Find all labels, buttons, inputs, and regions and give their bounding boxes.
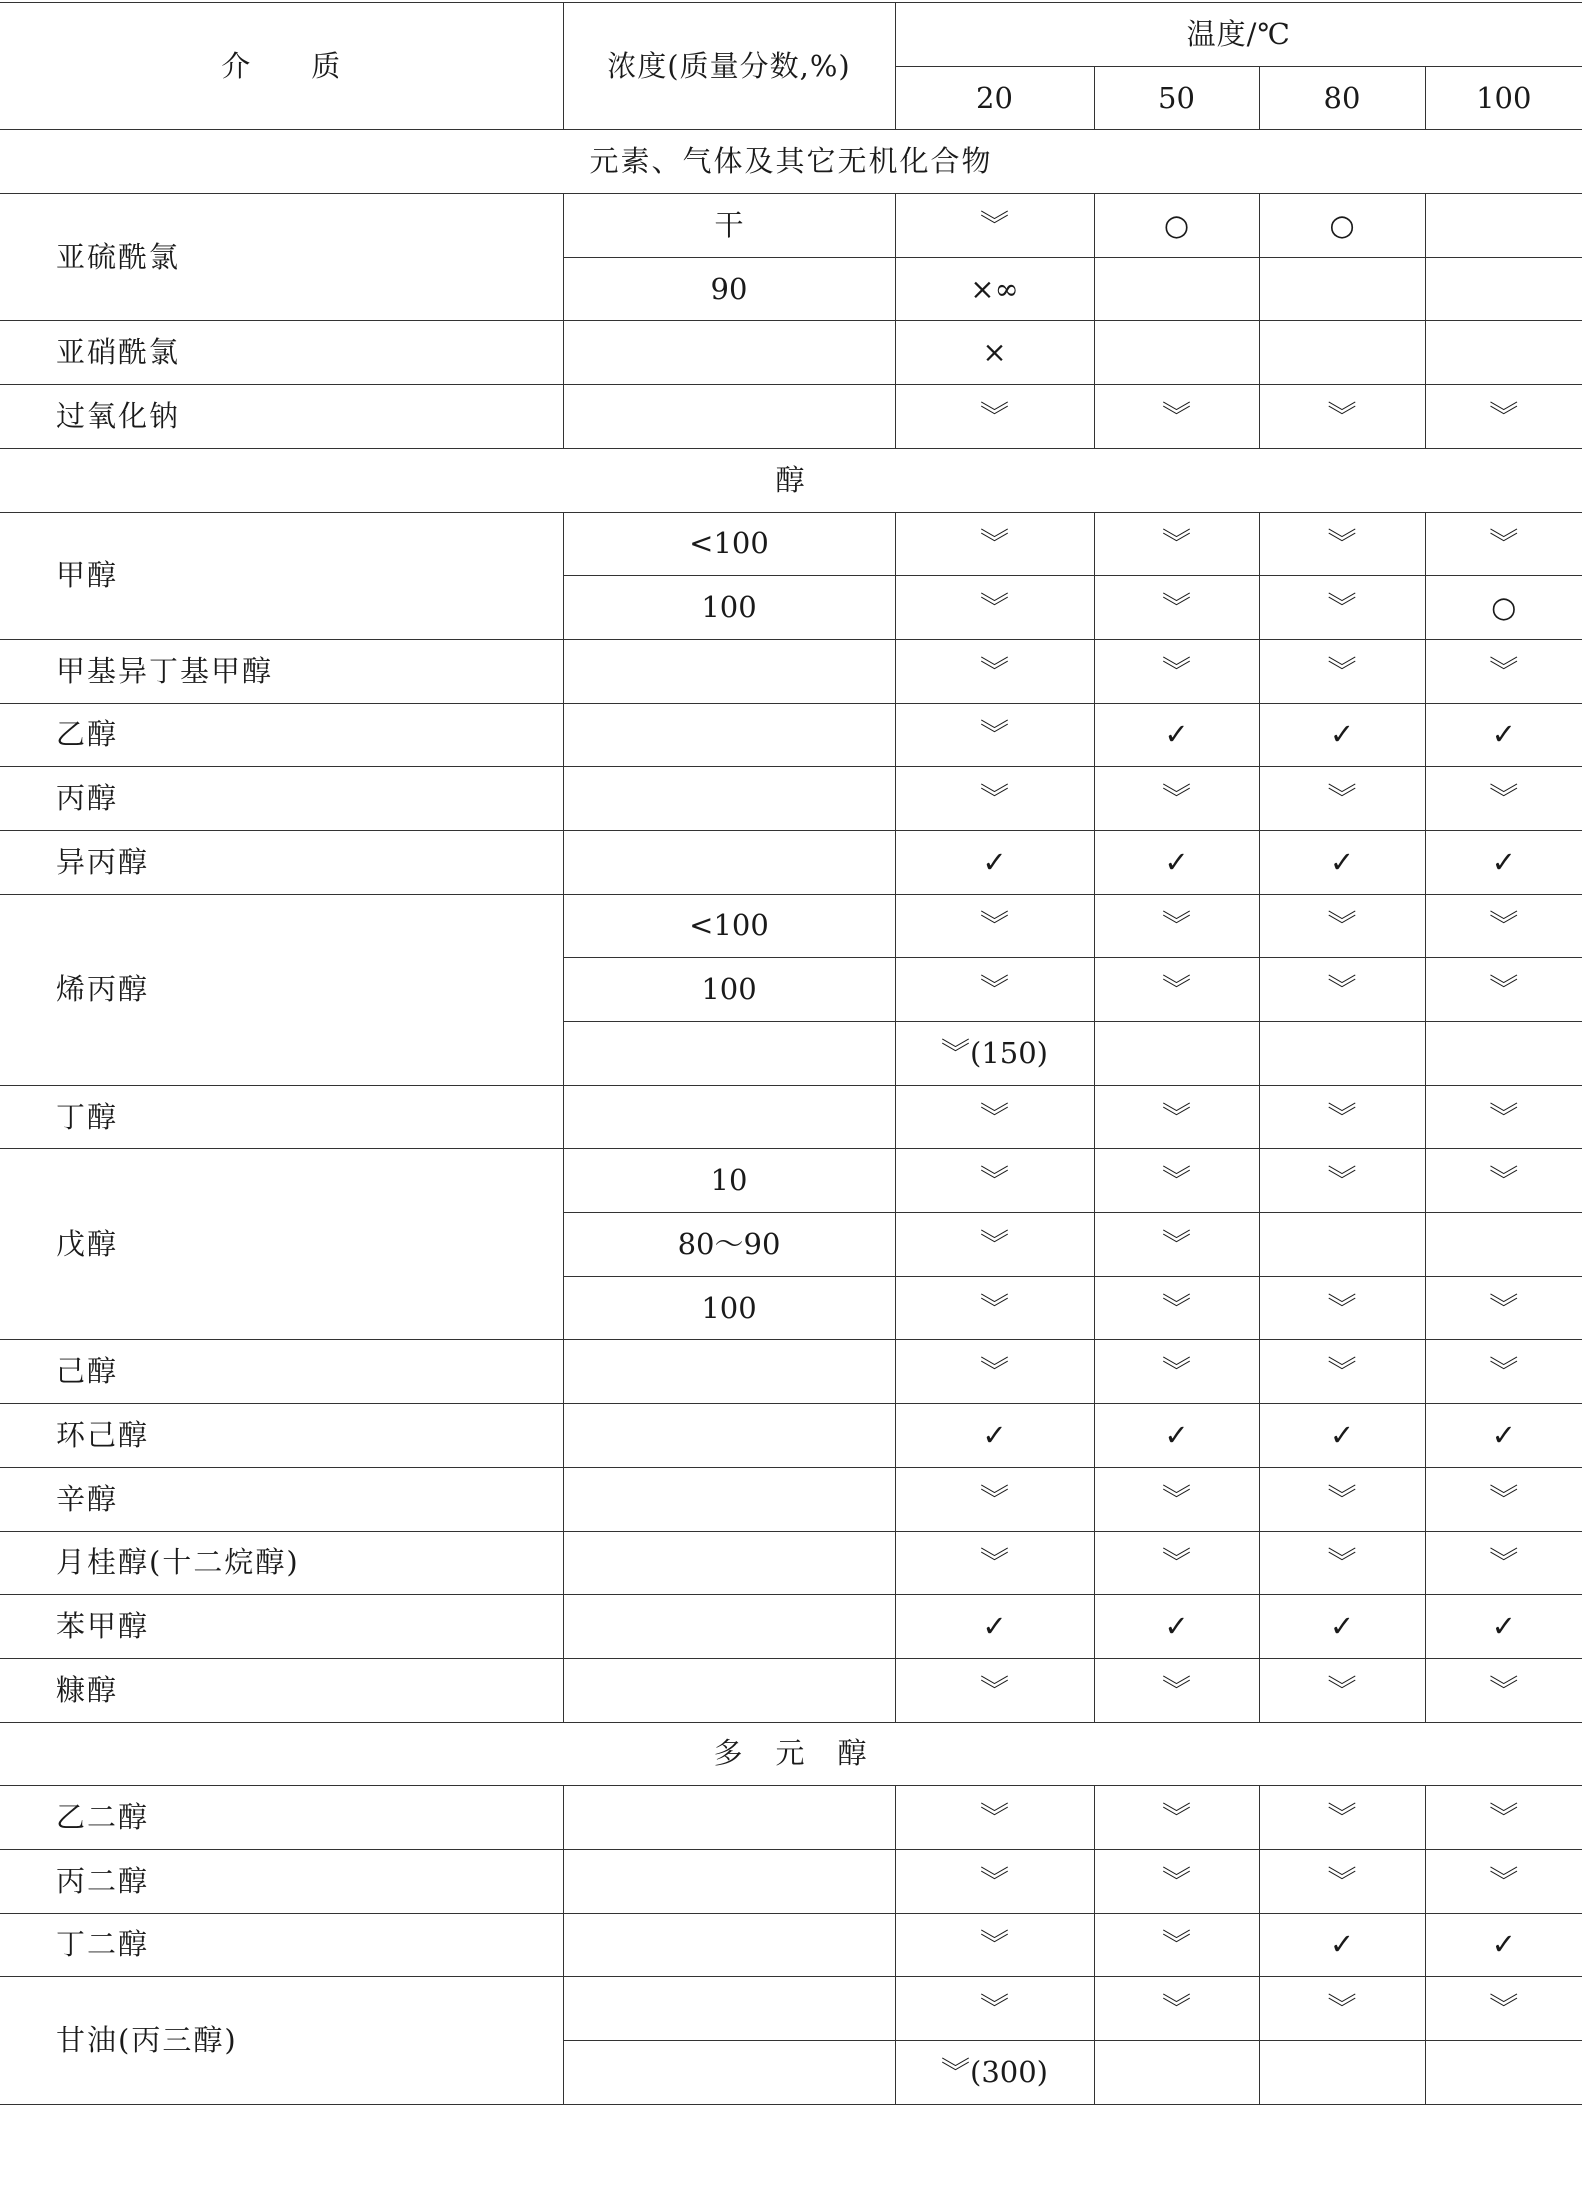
rating-cell: ︾ — [1259, 512, 1425, 576]
table-body — [0, 130, 1582, 2104]
section-row — [0, 1722, 1582, 1786]
temp-header-20: 20 — [895, 66, 1094, 130]
temp-header-80: 80 — [1259, 66, 1425, 130]
rating-cell: ︾ — [1094, 1276, 1259, 1340]
table-row — [0, 830, 1582, 894]
medium-name: 过氧化钠 — [0, 385, 563, 449]
rating-cell — [1259, 257, 1425, 321]
rating-cell: ✓ — [1094, 830, 1259, 894]
table-row — [0, 1085, 1582, 1149]
rating-cell: ︾ — [895, 1531, 1094, 1595]
rating-cell: ︾ — [1425, 1849, 1582, 1913]
table-row — [0, 767, 1582, 831]
rating-cell: ︾ — [1425, 1531, 1582, 1595]
rating-cell: ︾ — [1094, 1531, 1259, 1595]
medium-name: 乙醇 — [0, 703, 563, 767]
rating-cell: ✓ — [1259, 1595, 1425, 1659]
rating-cell: ︾ — [1259, 1467, 1425, 1531]
rating-cell: ︾ — [895, 703, 1094, 767]
medium-name: 烯丙醇 — [0, 894, 563, 1085]
rating-cell — [1094, 321, 1259, 385]
table-header — [0, 3, 1582, 130]
rating-cell: ✓ — [1425, 830, 1582, 894]
medium-name: 环己醇 — [0, 1404, 563, 1468]
medium-name: 苯甲醇 — [0, 1595, 563, 1659]
rating-cell: ✓ — [1259, 830, 1425, 894]
rating-cell: ︾ — [1259, 576, 1425, 640]
concentration-cell — [563, 639, 895, 703]
medium-name: 亚硝酰氯 — [0, 321, 563, 385]
rating-cell: ︾ — [1094, 1340, 1259, 1404]
medium-name: 甲醇 — [0, 512, 563, 639]
rating-cell: ✓ — [1425, 703, 1582, 767]
medium-name: 甘油(丙三醇) — [0, 1977, 563, 2104]
rating-cell: ︾ — [1425, 385, 1582, 449]
rating-cell: ︾ — [1425, 767, 1582, 831]
rating-cell: ︾ — [1259, 1977, 1425, 2041]
rating-cell: ︾ — [895, 1340, 1094, 1404]
rating-cell: ︾ — [1425, 1467, 1582, 1531]
table-row — [0, 1149, 1582, 1213]
table-row — [0, 1467, 1582, 1531]
rating-cell: ︾ — [895, 576, 1094, 640]
rating-cell: ︾ — [1094, 385, 1259, 449]
table-row — [0, 894, 1582, 958]
concentration-cell: 10 — [563, 1149, 895, 1213]
rating-cell: ︾ — [895, 1276, 1094, 1340]
rating-cell: ︾ — [895, 958, 1094, 1022]
concentration-cell — [563, 1913, 895, 1977]
concentration-cell — [563, 1849, 895, 1913]
rating-cell: ︾ — [895, 1658, 1094, 1722]
concentration-cell: 100 — [563, 576, 895, 640]
rating-cell: ︾ — [895, 1467, 1094, 1531]
rating-cell: ︾ — [1425, 1658, 1582, 1722]
section-title: 元素、气体及其它无机化合物 — [0, 130, 1582, 194]
medium-name: 丙醇 — [0, 767, 563, 831]
rating-cell: ︾ — [1259, 1786, 1425, 1850]
rating-cell: ︾ — [895, 894, 1094, 958]
medium-name: 丁醇 — [0, 1085, 563, 1149]
medium-name: 月桂醇(十二烷醇) — [0, 1531, 563, 1595]
rating-cell — [1425, 194, 1582, 258]
rating-cell: ︾ — [1094, 958, 1259, 1022]
rating-cell: ○ — [1259, 194, 1425, 258]
table-row — [0, 1404, 1582, 1468]
rating-cell: ✓ — [895, 1404, 1094, 1468]
rating-cell: ︾ — [1259, 1276, 1425, 1340]
table-row — [0, 321, 1582, 385]
concentration-cell — [563, 1977, 895, 2041]
rating-cell: ︾ — [1094, 1149, 1259, 1213]
concentration-cell — [563, 767, 895, 831]
table-row — [0, 703, 1582, 767]
rating-cell: ︾ — [1094, 767, 1259, 831]
rating-cell: ︾ — [895, 1913, 1094, 1977]
concentration-cell — [563, 385, 895, 449]
medium-name: 辛醇 — [0, 1467, 563, 1531]
rating-cell: ✓ — [895, 830, 1094, 894]
rating-cell: ︾ — [1425, 958, 1582, 1022]
rating-cell: ︾ — [895, 385, 1094, 449]
concentration-cell — [563, 1658, 895, 1722]
rating-cell: ︾ — [895, 512, 1094, 576]
rating-cell: ✓ — [1425, 1595, 1582, 1659]
rating-cell: ︾ — [895, 1085, 1094, 1149]
rating-cell: ︾ — [1094, 1977, 1259, 2041]
rating-cell: ✓ — [1094, 1404, 1259, 1468]
rating-cell: ︾ — [1425, 512, 1582, 576]
rating-cell — [1259, 1022, 1425, 1086]
rating-cell: ︾ — [1425, 1149, 1582, 1213]
rating-cell — [1425, 2041, 1582, 2105]
table-row — [0, 1658, 1582, 1722]
rating-cell: ︾ — [1094, 639, 1259, 703]
rating-cell: ︾ — [1425, 1276, 1582, 1340]
rating-cell: ○ — [1425, 576, 1582, 640]
rating-cell: ︾ — [1425, 1977, 1582, 2041]
rating-cell: ︾ — [895, 1149, 1094, 1213]
medium-header: 介 质 — [0, 3, 563, 130]
table-row — [0, 385, 1582, 449]
temperature-header: 温度/℃ — [895, 3, 1582, 67]
rating-cell: ︾ — [895, 194, 1094, 258]
rating-cell — [1094, 257, 1259, 321]
table-row — [0, 1849, 1582, 1913]
rating-cell: ︾ — [1094, 1213, 1259, 1277]
rating-cell: ︾ — [1425, 639, 1582, 703]
rating-cell: ︾ — [1425, 1340, 1582, 1404]
rating-cell: ✓ — [895, 1595, 1094, 1659]
table-row — [0, 512, 1582, 576]
medium-name: 乙二醇 — [0, 1786, 563, 1850]
rating-cell: ︾ — [1259, 767, 1425, 831]
corrosion-resistance-table — [0, 2, 1582, 2105]
temp-header-50: 50 — [1094, 66, 1259, 130]
concentration-cell: 干 — [563, 194, 895, 258]
rating-cell: ︾ — [1259, 1149, 1425, 1213]
section-row — [0, 130, 1582, 194]
rating-cell: ︾ — [1259, 894, 1425, 958]
concentration-cell — [563, 1467, 895, 1531]
rating-cell: ✓ — [1259, 1913, 1425, 1977]
rating-cell: ︾ — [1094, 1658, 1259, 1722]
rating-cell — [1425, 1022, 1582, 1086]
medium-name: 己醇 — [0, 1340, 563, 1404]
rating-cell: ︾(150) — [895, 1022, 1094, 1086]
temp-header-100: 100 — [1425, 66, 1582, 130]
rating-cell: ︾ — [1425, 1786, 1582, 1850]
section-title: 多 元 醇 — [0, 1722, 1582, 1786]
rating-cell: ︾ — [1094, 1467, 1259, 1531]
medium-name: 异丙醇 — [0, 830, 563, 894]
rating-cell — [1259, 2041, 1425, 2105]
rating-cell: ︾ — [1259, 385, 1425, 449]
rating-cell: ✓ — [1425, 1913, 1582, 1977]
concentration-cell: 100 — [563, 1276, 895, 1340]
section-title: 醇 — [0, 448, 1582, 512]
rating-cell: ︾ — [1094, 894, 1259, 958]
concentration-cell — [563, 2041, 895, 2105]
rating-cell: ︾ — [895, 1849, 1094, 1913]
concentration-cell: 100 — [563, 958, 895, 1022]
rating-cell: ︾ — [1259, 958, 1425, 1022]
rating-cell — [1094, 1022, 1259, 1086]
concentration-header: 浓度(质量分数,%) — [563, 3, 895, 130]
medium-name: 亚硫酰氯 — [0, 194, 563, 321]
rating-cell: ︾ — [895, 639, 1094, 703]
concentration-cell — [563, 1022, 895, 1086]
medium-name: 丁二醇 — [0, 1913, 563, 1977]
rating-cell — [1425, 321, 1582, 385]
rating-cell: ︾ — [1094, 576, 1259, 640]
rating-cell: ✓ — [1094, 1595, 1259, 1659]
rating-cell — [1425, 1213, 1582, 1277]
table-row — [0, 194, 1582, 258]
rating-cell: ✓ — [1259, 703, 1425, 767]
rating-cell: ✓ — [1425, 1404, 1582, 1468]
concentration-cell — [563, 1340, 895, 1404]
table-row — [0, 639, 1582, 703]
table-row — [0, 1977, 1582, 2041]
rating-cell: ×∞ — [895, 257, 1094, 321]
rating-cell: ✓ — [1259, 1404, 1425, 1468]
rating-cell: ︾ — [1425, 1085, 1582, 1149]
concentration-cell — [563, 1404, 895, 1468]
rating-cell: ○ — [1094, 194, 1259, 258]
table-row — [0, 1595, 1582, 1659]
rating-cell: ︾ — [1094, 1085, 1259, 1149]
medium-name: 丙二醇 — [0, 1849, 563, 1913]
rating-cell: ︾ — [1259, 1085, 1425, 1149]
rating-cell: ︾ — [895, 1977, 1094, 2041]
concentration-cell — [563, 1531, 895, 1595]
concentration-cell — [563, 1595, 895, 1659]
table-row — [0, 1340, 1582, 1404]
concentration-cell — [563, 1085, 895, 1149]
rating-cell: ︾ — [1259, 1531, 1425, 1595]
rating-cell: ︾ — [1094, 1913, 1259, 1977]
rating-cell: ︾ — [1259, 1340, 1425, 1404]
rating-cell: ︾ — [1425, 894, 1582, 958]
rating-cell: ︾ — [895, 767, 1094, 831]
medium-name: 戊醇 — [0, 1149, 563, 1340]
rating-cell: ︾ — [895, 1786, 1094, 1850]
rating-cell: × — [895, 321, 1094, 385]
rating-cell: ︾ — [1094, 1786, 1259, 1850]
rating-cell: ︾ — [1259, 1849, 1425, 1913]
rating-cell: ︾ — [1094, 512, 1259, 576]
rating-cell — [1259, 1213, 1425, 1277]
concentration-cell: <100 — [563, 512, 895, 576]
rating-cell: ︾ — [1259, 639, 1425, 703]
rating-cell: ︾ — [1094, 1849, 1259, 1913]
rating-cell: ︾ — [1259, 1658, 1425, 1722]
medium-name: 甲基异丁基甲醇 — [0, 639, 563, 703]
rating-cell: ︾ — [895, 1213, 1094, 1277]
rating-cell — [1259, 321, 1425, 385]
table-row — [0, 1786, 1582, 1850]
concentration-cell: 80～90 — [563, 1213, 895, 1277]
section-row — [0, 448, 1582, 512]
concentration-cell — [563, 830, 895, 894]
concentration-cell — [563, 1786, 895, 1850]
concentration-cell — [563, 321, 895, 385]
rating-cell: ✓ — [1094, 703, 1259, 767]
table-row — [0, 1913, 1582, 1977]
header-row — [0, 3, 1582, 67]
table-row — [0, 1531, 1582, 1595]
medium-name: 糠醇 — [0, 1658, 563, 1722]
rating-cell — [1425, 257, 1582, 321]
concentration-cell — [563, 703, 895, 767]
rating-cell — [1094, 2041, 1259, 2105]
concentration-cell: 90 — [563, 257, 895, 321]
rating-cell: ︾(300) — [895, 2041, 1094, 2105]
concentration-cell: <100 — [563, 894, 895, 958]
